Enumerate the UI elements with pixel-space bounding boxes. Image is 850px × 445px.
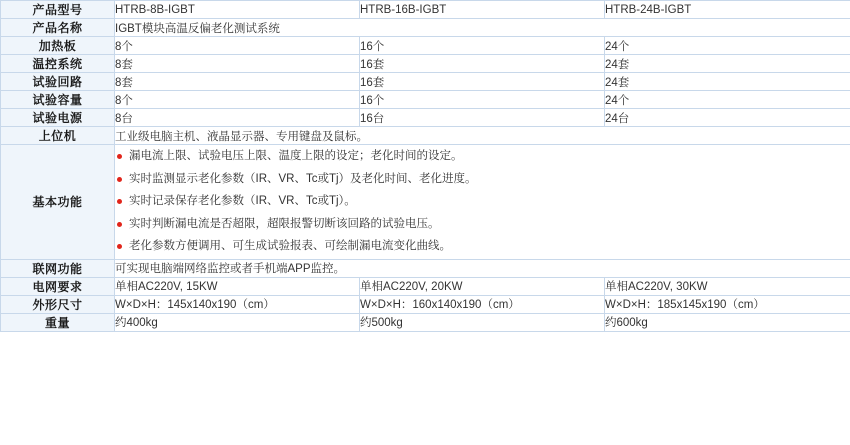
row-label: 上位机 (1, 127, 115, 145)
table-row (1, 37, 850, 55)
row-label: 外形尺寸 (1, 295, 115, 313)
row-value: 约400kg (115, 313, 360, 331)
row-value: 16个 (360, 37, 605, 55)
row-value: W×D×H：145x140x190（cm） (115, 295, 360, 313)
row-value: 24套 (605, 55, 850, 73)
table-row (1, 127, 850, 145)
row-value: 单相AC220V, 30KW (605, 277, 850, 295)
row-label: 基本功能 (1, 145, 115, 260)
row-value: 24个 (605, 91, 850, 109)
row-value: 16个 (360, 91, 605, 109)
row-label: 产品型号 (1, 1, 115, 19)
row-value: 8套 (115, 55, 360, 73)
row-value: 约500kg (360, 313, 605, 331)
row-label: 加热板 (1, 37, 115, 55)
row-value: 16套 (360, 73, 605, 91)
table-row (1, 313, 850, 331)
row-value: 可实现电脑端网络监控或者手机端APP监控。 (115, 259, 850, 277)
row-label: 联网功能 (1, 259, 115, 277)
table-row-features (1, 145, 850, 260)
row-label: 温控系统 (1, 55, 115, 73)
row-value: 24台 (605, 109, 850, 127)
row-value: 8台 (115, 109, 360, 127)
list-item: 漏电流上限、试验电压上限、温度上限的设定；老化时间的设定。 (115, 149, 850, 165)
row-value: 24套 (605, 73, 850, 91)
list-item: 实时记录保存老化参数（IR、VR、Tc或Tj）。 (115, 194, 850, 210)
table-row (1, 19, 850, 37)
table-row (1, 277, 850, 295)
row-value: 单相AC220V, 15KW (115, 277, 360, 295)
row-value: 8套 (115, 73, 360, 91)
row-value-list (115, 145, 850, 260)
row-value: 8个 (115, 91, 360, 109)
row-value: HTRB-24B-IGBT (605, 1, 850, 19)
row-label: 试验电源 (1, 109, 115, 127)
table-row (1, 295, 850, 313)
row-value: 8个 (115, 37, 360, 55)
row-value: HTRB-8B-IGBT (115, 1, 360, 19)
row-label: 重量 (1, 313, 115, 331)
row-value: IGBT模块高温反偏老化测试系统 (115, 19, 850, 37)
table-row (1, 55, 850, 73)
feature-list (115, 145, 850, 259)
row-value: W×D×H：160x140x190（cm） (360, 295, 605, 313)
row-value: W×D×H：185x145x190（cm） (605, 295, 850, 313)
row-value: 约600kg (605, 313, 850, 331)
row-value: HTRB-16B-IGBT (360, 1, 605, 19)
row-label: 产品名称 (1, 19, 115, 37)
row-value: 单相AC220V, 20KW (360, 277, 605, 295)
row-label: 试验容量 (1, 91, 115, 109)
row-label: 电网要求 (1, 277, 115, 295)
table-row (1, 91, 850, 109)
table-row (1, 1, 850, 19)
table-row (1, 73, 850, 91)
table-row (1, 109, 850, 127)
row-value: 16套 (360, 55, 605, 73)
list-item: 实时监测显示老化参数（IR、VR、Tc或Tj）及老化时间、老化进度。 (115, 172, 850, 188)
row-value: 24个 (605, 37, 850, 55)
list-item: 老化参数方便调用、可生成试验报表、可绘制漏电流变化曲线。 (115, 239, 850, 255)
row-value: 16台 (360, 109, 605, 127)
list-item: 实时判断漏电流是否超限，超限报警切断该回路的试验电压。 (115, 217, 850, 233)
row-label: 试验回路 (1, 73, 115, 91)
table-row (1, 259, 850, 277)
row-value: 工业级电脑主机、液晶显示器、专用键盘及鼠标。 (115, 127, 850, 145)
